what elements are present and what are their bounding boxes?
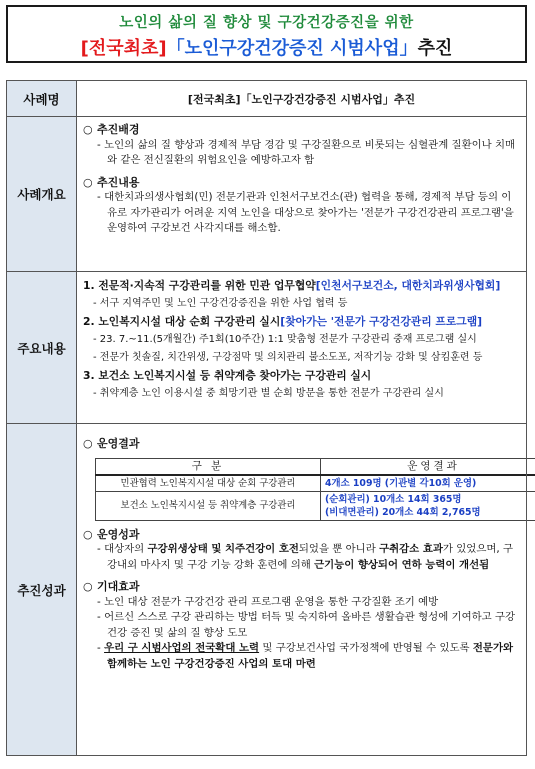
results-table bbox=[95, 458, 535, 521]
list-item: - 취약계층 노인 이용시설 중 희망기관 별 순회 방문을 통한 전문가 구강관리 실시 bbox=[93, 388, 444, 399]
section-heading: ○ 추진내용 bbox=[83, 175, 140, 189]
list-item: - 23. 7.~11.(5개월간) 주1회(10주간) 1:1 맞춤형 전문가 구강관리 중재 프로그램 실시 bbox=[93, 334, 477, 345]
list-item: - 전문가 칫솔질, 치간위생, 구강점막 및 의치관리 불소도포, 저작기능 강화 및 삼킴훈련 등 bbox=[93, 352, 483, 363]
list-item: 2. 노인복지시설 대상 순회 구강관리 실시[찾아가는 '전문가 구강건강관리 프로그램] bbox=[83, 315, 483, 328]
title-box bbox=[6, 5, 527, 63]
results-header-result: 운영결과 bbox=[321, 458, 535, 475]
result-value: 4개소 109명 (기관별 각10회 운영) bbox=[321, 475, 535, 492]
label-main-content: 주요내용 bbox=[7, 272, 77, 424]
section-heading: ○ 운영결과 bbox=[83, 437, 140, 450]
list-item: 1. 전문적·지속적 구강관리를 위한 민관 업무협약[인천서구보건소, 대한치과위생사협회] bbox=[83, 279, 501, 292]
table-row bbox=[96, 491, 535, 520]
results-header-category: 구 분 bbox=[96, 458, 321, 475]
list-item: - 대한치과의생사협회(민) 전문기관과 인천서구보건소(관) 협력을 통해, 경제적 부담 등의 이유로 자가관리가 어려운 지역 노인을 대상으로 찾아가는 '전문가 구강건강관리 프로그램'을 운영하여 구강보건 사각지대를 해소함. bbox=[97, 191, 514, 234]
list-item: 3. 보건소 노인복지시설 등 취약계층 찾아가는 구강관리 실시 bbox=[83, 369, 372, 382]
label-results: 추진성과 bbox=[7, 424, 77, 756]
section-heading: ○ 추진배경 bbox=[83, 123, 140, 136]
list-item: - 우리 구 시범사업의 전국확대 노력 및 구강보건사업 국가정책에 반영될 수 있도록 전문가와 함께하는 노인 구강건강증진 사업의 토대 마련 bbox=[97, 642, 514, 670]
section-heading: ○ 기대효과 bbox=[83, 580, 140, 593]
title-program: 「노인구강건강증진 시범사업」 bbox=[166, 38, 418, 59]
list-item: - 노인의 삶의 질 향상과 경제적 부담 경감 및 구강질환으로 비롯되는 심혈관계 질환이나 치매와 같은 전신질환의 위험요인을 예방하고자 함 bbox=[97, 138, 516, 166]
list-item: - 노인 대상 전문가 구강건강 관리 프로그램 운영을 통한 구강질환 조기 예방 bbox=[97, 595, 439, 608]
result-category: 보건소 노인복지시설 등 취약계층 구강관리 bbox=[96, 491, 321, 520]
overview-content bbox=[77, 117, 527, 272]
title-main bbox=[8, 34, 525, 60]
table-row bbox=[96, 475, 535, 492]
result-category: 민관협력 노인복지시설 대상 순회 구강관리 bbox=[96, 475, 321, 492]
title-subtitle: 노인의 삶의 질 향상 및 구강건강증진을 위한 bbox=[119, 15, 414, 31]
title-tag: [전국최초] bbox=[80, 38, 167, 59]
list-item: - 서구 지역주민 및 노인 구강건강증진을 위한 사업 협력 등 bbox=[93, 298, 348, 309]
label-case-name: 사례명 bbox=[7, 81, 77, 117]
main-content bbox=[77, 272, 527, 424]
section-heading: ○ 운영성과 bbox=[83, 527, 140, 541]
list-item: - 어르신 스스로 구강 관리하는 방법 터득 및 숙지하여 올바른 생활습관 형성에 기여하고 구강건강 증진 및 삶의 질 향상 도모 bbox=[97, 611, 516, 639]
case-name-value: [전국최초]「노인구강건강증진 시범사업」추진 bbox=[77, 81, 527, 117]
case-table bbox=[6, 80, 527, 756]
result-value: (순회관리) 10개소 14회 365명 (비대면관리) 20개소 44회 2,765명 bbox=[321, 491, 535, 520]
results-content bbox=[77, 424, 527, 756]
label-overview: 사례개요 bbox=[7, 117, 77, 272]
title-suffix: 추진 bbox=[417, 38, 453, 59]
list-item: - 대상자의 구강위생상태 및 치주건강이 호전되었을 뿐 아니라 구취감소 효과가 있었으며, 구강내외 마사지 및 구강 기능 강화 훈련에 의해 근기능이 향상되어 연하 능력이 개선됨 bbox=[97, 543, 514, 571]
